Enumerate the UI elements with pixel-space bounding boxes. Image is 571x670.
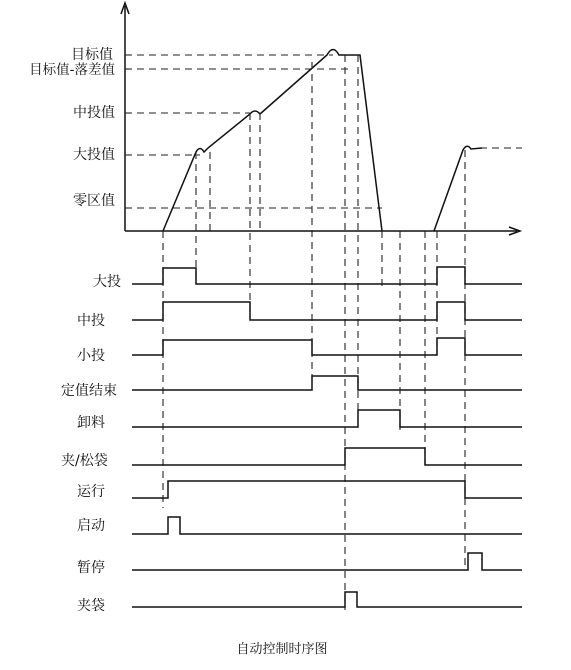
waveform-clamp-bag [132, 592, 522, 607]
weight-curve [163, 50, 482, 232]
timing-projection-lines [163, 55, 465, 610]
signal-label-clamp-bag: 夹袋 [77, 598, 105, 614]
signal-label-pause: 暂停 [77, 560, 105, 576]
signal-label-small-feed: 小投 [77, 348, 105, 364]
signal-label-start: 启动 [77, 518, 105, 534]
level-label-zero-zone: 零区值 [73, 193, 115, 209]
waveform-start [132, 517, 522, 534]
waveform-small-feed [132, 338, 522, 355]
waveform-medium-feed [132, 302, 522, 320]
waveform-running [132, 481, 522, 498]
level-label-large-feed: 大投值 [73, 147, 115, 163]
waveform-pause [132, 553, 522, 570]
waveform-clamp-release-bag [132, 448, 522, 465]
level-label-medium-feed: 中投值 [73, 105, 115, 121]
waveform-discharge [132, 410, 522, 427]
signal-label-setpoint-end: 定值结束 [61, 383, 117, 399]
signal-label-running: 运行 [77, 484, 105, 500]
y-axis-ticks [125, 55, 131, 208]
signal-label-clamp-release-bag: 夹/松袋 [61, 453, 108, 469]
signal-label-large-feed: 大投 [93, 274, 121, 290]
signal-label-medium-feed: 中投 [77, 313, 105, 329]
signal-label-discharge: 卸料 [77, 415, 105, 431]
waveform-large-feed [132, 267, 522, 284]
waveform-setpoint-end [132, 376, 522, 390]
level-label-target-minus-drop: 目标值-落差值 [29, 62, 115, 78]
diagram-caption: 自动控制时序图 [236, 642, 328, 657]
level-reference-lines [125, 55, 522, 208]
level-label-target: 目标值 [71, 47, 113, 63]
